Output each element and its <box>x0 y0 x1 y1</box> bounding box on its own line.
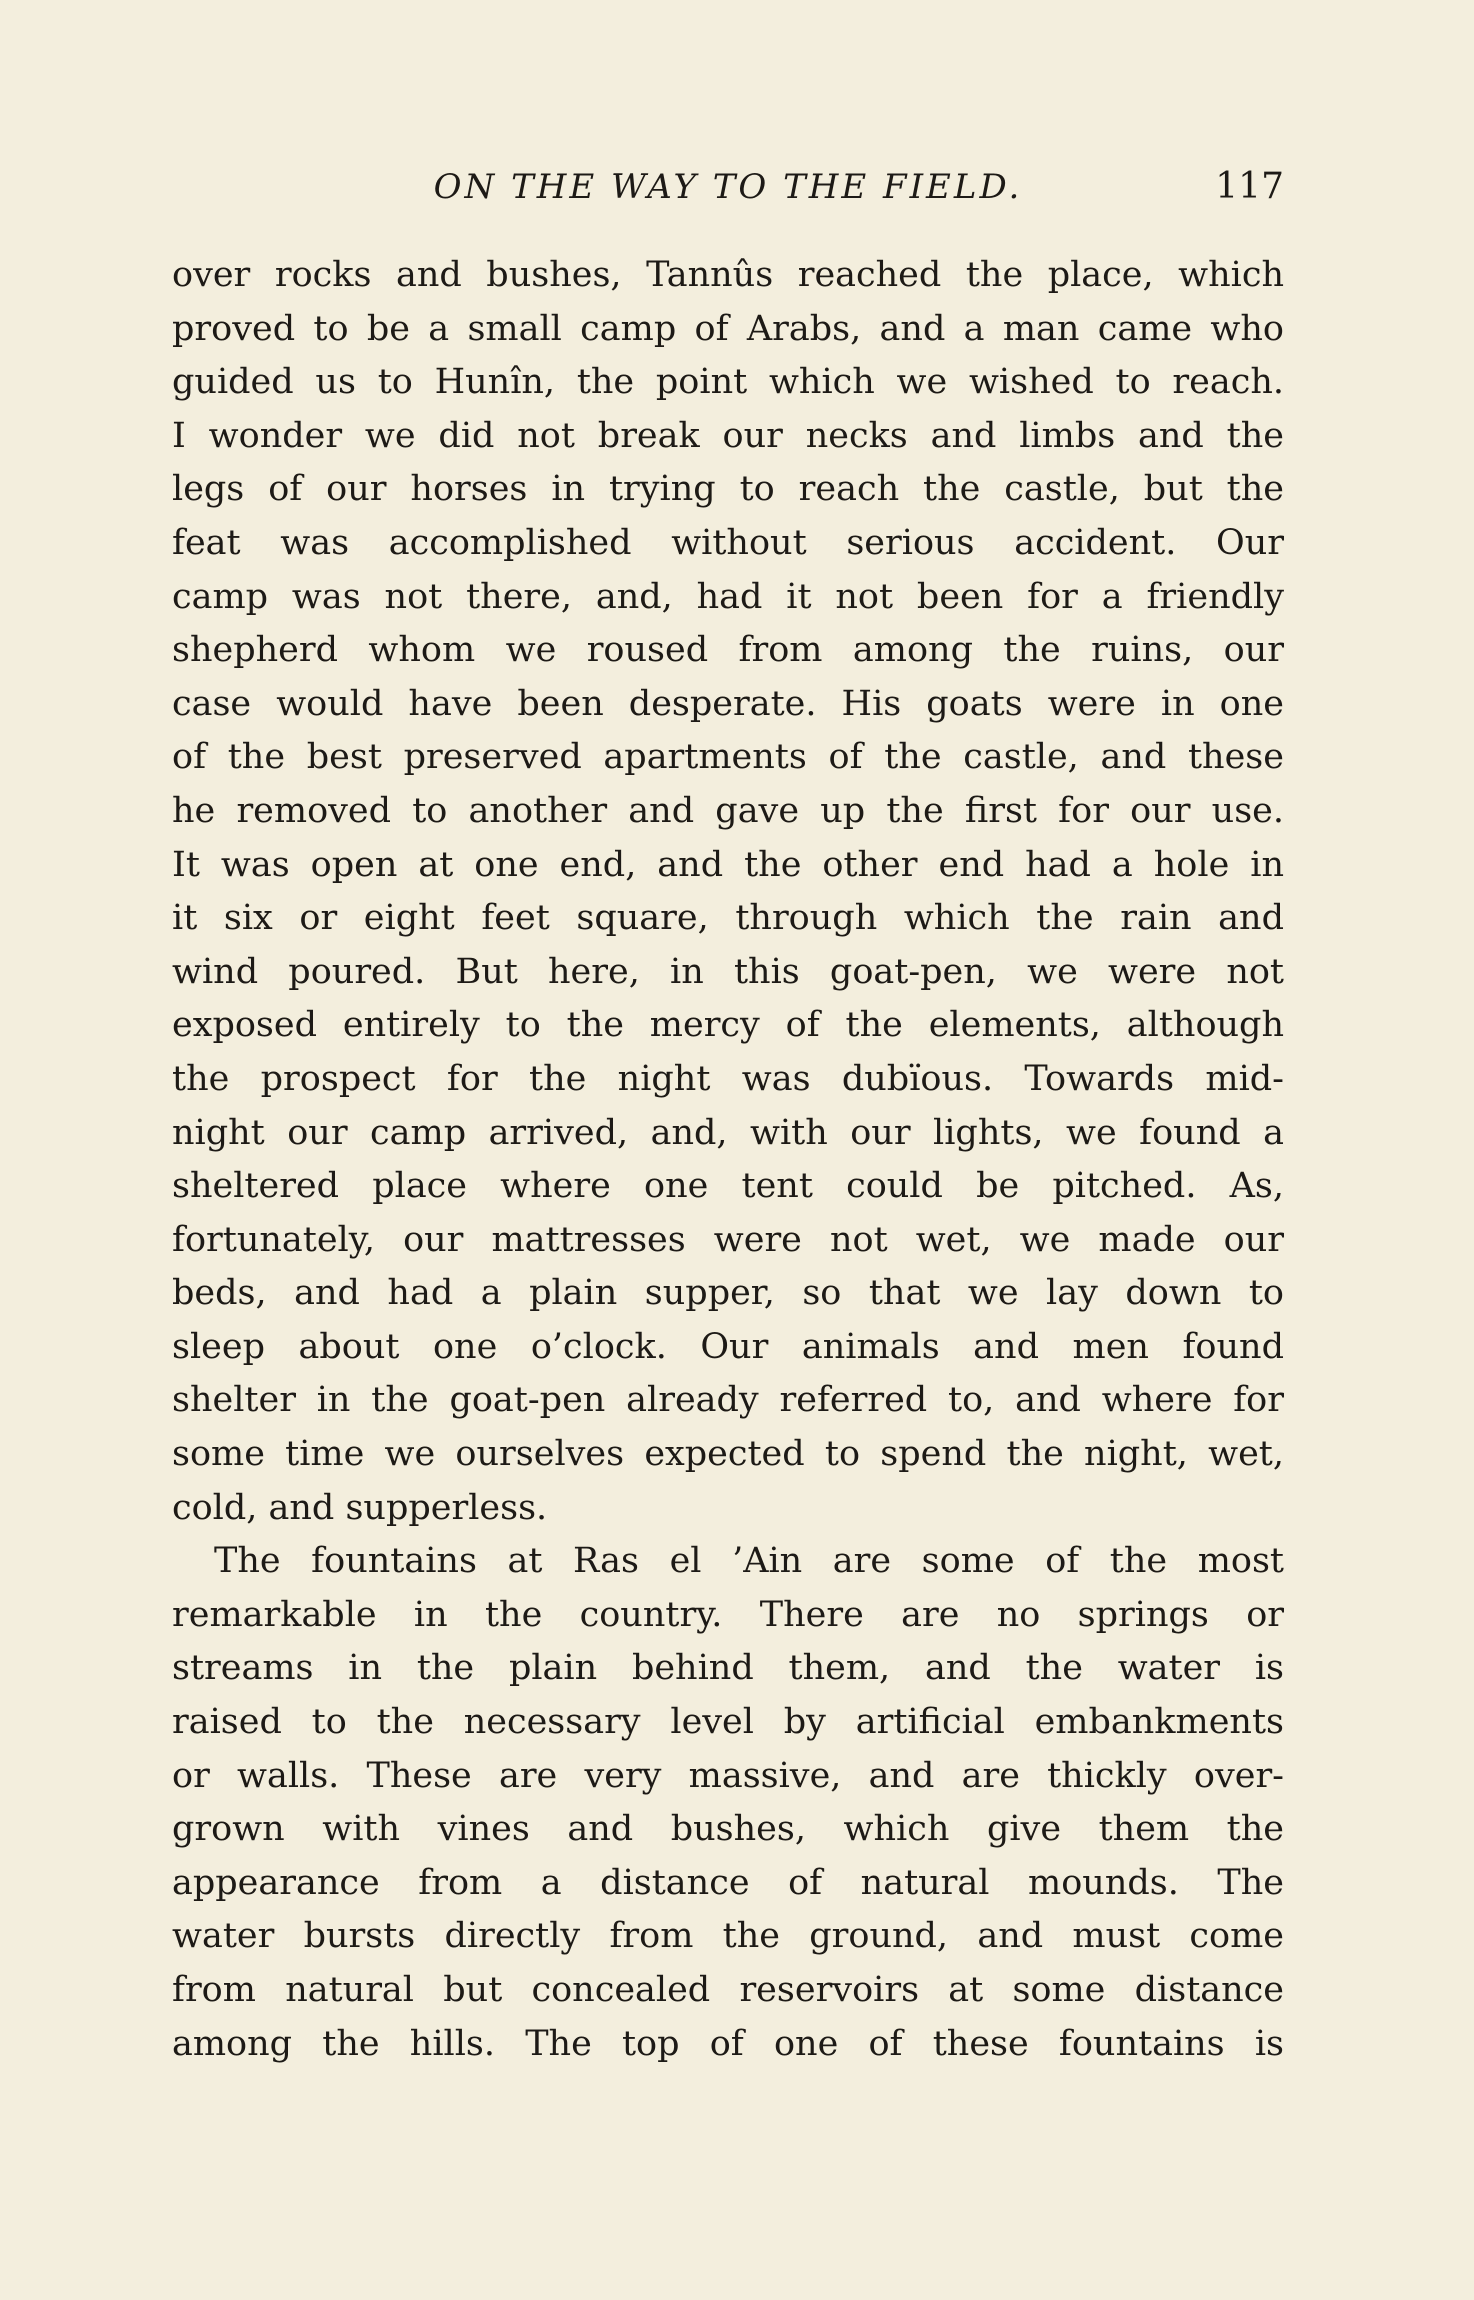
text-line: legs of our horses in trying to reach the castle, but the <box>172 469 1284 510</box>
text-line: shelter in the goat-pen already referred to, and where for <box>172 1380 1284 1421</box>
text-line: feat was accomplished without serious accident. Our <box>172 522 1284 563</box>
text-line: I wonder we did not break our necks and limbs and the <box>172 415 1284 456</box>
text-line: guided us to Hunîn, the point which we wished to reach. <box>172 362 1284 403</box>
text-line: sleep about one o’clock. Our animals and men found <box>172 1326 1284 1367</box>
text-line: it six or eight feet square, through which the rain and <box>172 898 1284 939</box>
paragraph-start-line: The fountains at Ras el ’Ain are some of the most <box>214 1541 1284 1582</box>
text-line: over rocks and bushes, Tannûs reached the place, which <box>172 255 1284 295</box>
text-line: wind poured. But here, in this goat-pen, we were not <box>172 951 1284 992</box>
text-line: remarkable in the country. There are no springs or <box>172 1594 1284 1635</box>
text-line: It was open at one end, and the other end had a hole in <box>172 844 1284 885</box>
text-line: water bursts directly from the ground, and must come <box>172 1916 1284 1957</box>
text-line: case would have been desperate. His goats were in one <box>172 683 1284 724</box>
text-line: camp was not there, and, had it not been for a friendly <box>172 576 1284 617</box>
text-line: of the best preserved apartments of the castle, and these <box>172 737 1284 778</box>
text-line: among the hills. The top of one of these fountains is <box>172 2023 1284 2064</box>
text-line: fortunately, our mattresses were not wet, we made our <box>172 1219 1284 1260</box>
text-line: raised to the necessary level by artificial embankments <box>172 1702 1284 1743</box>
text-line: appearance from a distance of natural mounds. The <box>172 1862 1284 1903</box>
running-head <box>172 160 1284 214</box>
text-line: or walls. These are very massive, and are thickly over- <box>172 1755 1284 1796</box>
text-line: he removed to another and gave up the first for our use. <box>172 790 1284 831</box>
text-line: the prospect for the night was dubïous. Towards mid- <box>172 1058 1284 1099</box>
paragraph-end-line: cold, and supperless. <box>172 1487 548 1528</box>
text-line: from natural but concealed reservoirs at some distance <box>172 1970 1284 2010</box>
running-title: ON THE WAY TO THE FIELD. <box>433 167 1023 207</box>
text-line: night our camp arrived, and, with our lights, we found a <box>172 1112 1284 1153</box>
text-line: some time we ourselves expected to spend the night, wet, <box>172 1434 1284 1475</box>
text-line: shepherd whom we roused from among the ruins, our <box>172 630 1284 671</box>
text-line: exposed entirely to the mercy of the elements, although <box>172 1005 1284 1046</box>
text-line: streams in the plain behind them, and the water is <box>172 1648 1284 1689</box>
page-number: 117 <box>1215 166 1284 207</box>
text-line: sheltered place where one tent could be pitched. As, <box>172 1166 1284 1207</box>
text-line: beds, and had a plain supper, so that we lay down to <box>172 1273 1284 1314</box>
body-text <box>172 249 1284 2071</box>
text-line: proved to be a small camp of Arabs, and a man came who <box>172 308 1284 349</box>
text-line: grown with vines and bushes, which give them the <box>172 1809 1284 1850</box>
